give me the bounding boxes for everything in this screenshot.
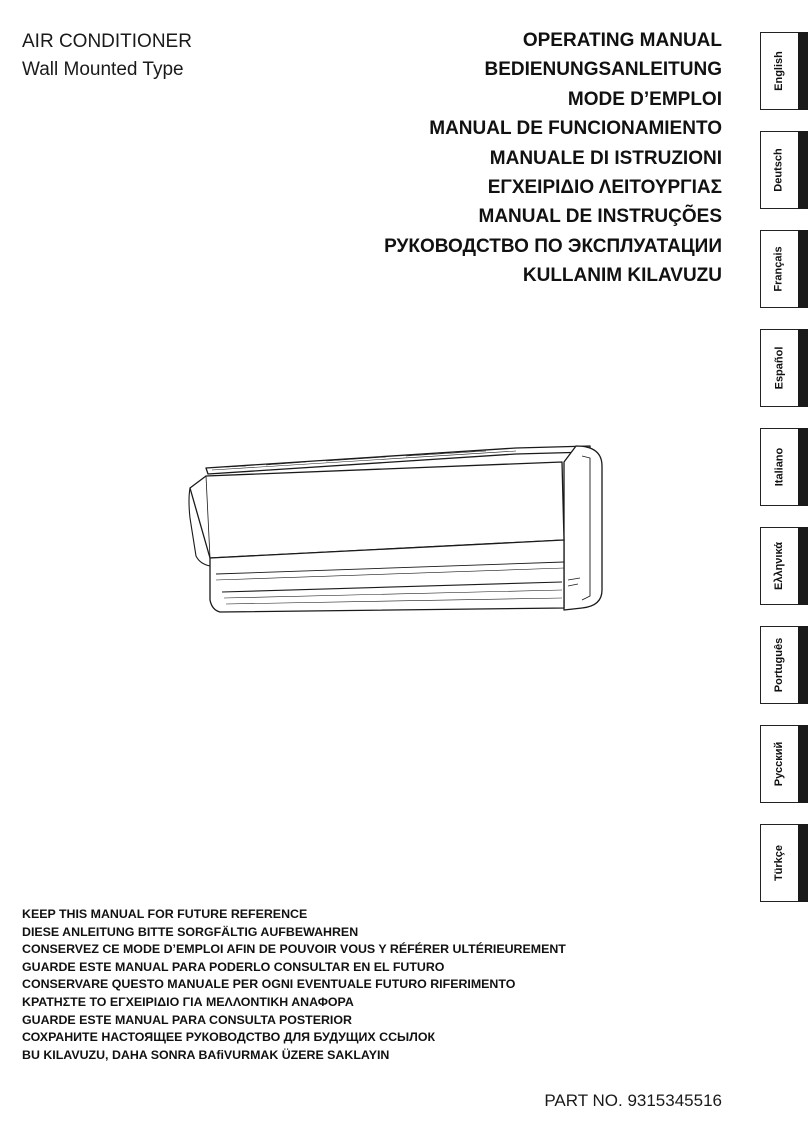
- keep-note-en: KEEP THIS MANUAL FOR FUTURE REFERENCE: [22, 907, 308, 921]
- language-tab-portugues[interactable]: [760, 626, 807, 704]
- tab-marker: [798, 131, 808, 209]
- manual-title-tr: KULLANIM KILAVUZU: [522, 265, 722, 287]
- keep-notes: [22, 906, 742, 1064]
- product-name: AIR CONDITIONER: [22, 31, 192, 52]
- tab-marker: [798, 527, 808, 605]
- language-tab-label: Português: [773, 637, 785, 693]
- language-tab-francais[interactable]: [760, 230, 807, 308]
- keep-note-pt: GUARDE ESTE MANUAL PARA CONSULTA POSTERIOR: [22, 1012, 352, 1027]
- language-tab-strip: [760, 32, 808, 912]
- manual-title-ru: РУКОВОДСТВО ПО ЭКСПЛУАТАЦИИ: [384, 235, 722, 257]
- manual-title-el: ΕΓΧΕΙΡΙΔΙΟ ΛΕΙΤΟΥΡΓΙΑΣ: [487, 177, 722, 199]
- manual-title-es: MANUAL DE FUNCIONAMIENTO: [429, 118, 722, 140]
- keep-note-tr: BU KILAVUZU, DAHA SONRA BAfiVURMAK ÜZERE SAKLAYIN: [22, 1047, 390, 1062]
- language-tab-label: Türkçe: [773, 844, 786, 882]
- keep-note-it: CONSERVARE QUESTO MANUALE PER OGNI EVENTUALE FUTURO RIFERIMENTO: [22, 977, 516, 992]
- part-number: PART NO. 9315345516: [544, 1091, 722, 1110]
- language-tab-label: Français: [773, 246, 785, 292]
- wall-mounted-air-conditioner-icon: [186, 440, 606, 620]
- tab-marker: [798, 626, 808, 704]
- language-tab-espanol[interactable]: [760, 329, 807, 407]
- language-tab-deutsch[interactable]: [760, 131, 807, 209]
- language-tab-label: Русский: [773, 741, 786, 787]
- language-tab-english[interactable]: [760, 32, 807, 110]
- language-tab-turkce[interactable]: [760, 824, 807, 902]
- manual-title-en: OPERATING MANUAL: [522, 30, 722, 51]
- language-tab-russkiy[interactable]: [760, 725, 807, 803]
- language-tab-label: Italiano: [773, 447, 786, 487]
- keep-note-fr: CONSERVEZ CE MODE D’EMPLOI AFIN DE POUVOIR VOUS Y RÉFÉRER ULTÉRIEUREMENT: [22, 942, 566, 957]
- keep-note-el: ΚΡΑΤΗΣΤΕ ΤΟ ΕΓΧΕΙΡΙΔΙΟ ΓΙΑ ΜΕΛΛΟΝΤΙΚΗ ΑΝΑΦΟΡΑ: [22, 994, 354, 1009]
- manual-titles: [162, 26, 722, 291]
- tab-marker: [798, 824, 808, 902]
- tab-marker: [798, 329, 808, 407]
- keep-note-es: GUARDE ESTE MANUAL PARA PODERLO CONSULTAR EN EL FUTURO: [22, 959, 445, 974]
- tab-marker: [798, 725, 808, 803]
- manual-title-pt: MANUAL DE INSTRUÇÕES: [478, 206, 722, 228]
- tab-marker: [798, 32, 808, 110]
- manual-title-fr: MODE D’EMPLOI: [567, 88, 722, 110]
- language-tab-ellinika[interactable]: [760, 527, 807, 605]
- tab-marker: [798, 230, 808, 308]
- language-tab-label: Español: [773, 346, 786, 390]
- language-tab-label: Ελληνικά: [773, 542, 785, 590]
- product-type: Wall Mounted Type: [22, 59, 184, 80]
- language-tab-label: English: [773, 51, 786, 91]
- keep-note-de: DIESE ANLEITUNG BITTE SORGFÄLTIG AUFBEWAHREN: [22, 924, 359, 939]
- keep-note-ru: СОХРАНИТЕ НАСТОЯЩЕЕ РУКОВОДСТВО ДЛЯ БУДУЩИХ ССЫЛОК: [22, 1030, 436, 1045]
- language-tab-label: Deutsch: [773, 148, 785, 192]
- language-tab-italiano[interactable]: [760, 428, 807, 506]
- tab-marker: [798, 428, 808, 506]
- manual-title-it: MANUALE DI ISTRUZIONI: [489, 147, 722, 169]
- manual-title-de: BEDIENUNGSANLEITUNG: [484, 59, 722, 81]
